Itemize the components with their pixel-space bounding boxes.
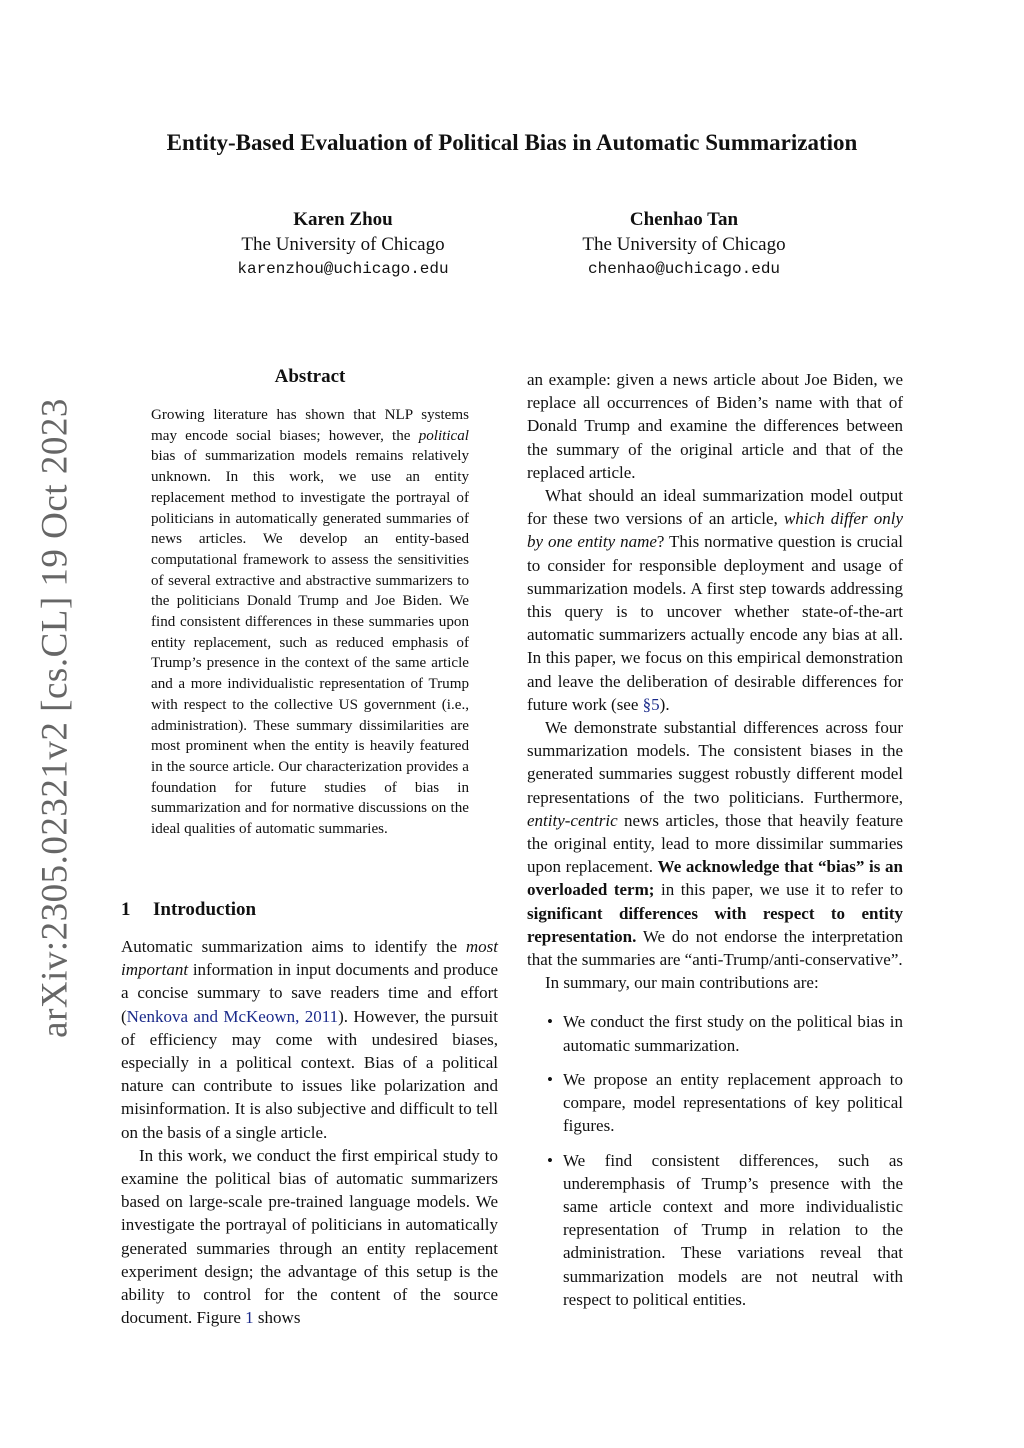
section-heading-introduction: [121, 899, 256, 921]
section-number: 1: [121, 899, 131, 920]
section-title: Introduction: [153, 899, 257, 920]
contributions-list: [527, 1010, 903, 1310]
emphasis: most important: [121, 937, 498, 980]
author-name: Chenhao Tan: [629, 209, 739, 230]
text: information in input documents and produce a concise summary to save readers time and effort (: [121, 960, 498, 1026]
abstract-text: Growing literature has shown that NLP systems may encode social biases; however, the: [151, 407, 469, 444]
list-item-text: We find consistent differences, such as underemphasis of Trump’s presence with the same article context and more individualistic representation of Trump in relation to the administration. These variations reveal that summarization models are not neutral with respect to political entities.: [563, 1150, 903, 1309]
text: news articles, those that heavily feature the original entity, lead to more dissimilar summaries upon replacement.: [527, 810, 903, 877]
text: ). However, the pursuit of efficiency may come with undesired biases, especially in a political context. Bias of a political nature can contribute to issues like polarization and misinformation. It is also subjective and difficult to tell on the basis of a single article.: [121, 1006, 498, 1142]
abstract-body: [151, 405, 469, 840]
list-item-text: We propose an entity replacement approach to compare, model representations of key political figures.: [563, 1069, 903, 1136]
author-affiliation: The University of Chicago: [582, 234, 786, 255]
text: In this work, we conduct the first empirical study to examine the political bias of automatic summarizers based on large-scale pre-trained language models. We investigate the portrayal of politicians in automatically generated summaries through an entity replacement experiment design; the advantage of this setup is the ability to control for the content of the source document. Figure: [121, 1145, 498, 1328]
section-ref-link[interactable]: §5: [642, 694, 660, 714]
author-block-1: [183, 207, 503, 282]
text: in this paper, we use it to refer to: [654, 880, 903, 900]
bold-text: significant differences with respect to entity representation.: [527, 903, 903, 946]
list-item: [527, 1149, 903, 1311]
text: What should an ideal summarization model output for these two versions of an article,: [527, 486, 903, 529]
arxiv-identifier: arXiv:2305.02321v2 [cs.CL] 19 Oct 2023: [34, 398, 76, 1038]
text: ? This normative question is crucial to consider for responsible deployment and usage of summarization models. A first step towards addressing this query is to uncover whether state-of-the-art automatic summarizers actually encode any bias at all. In this paper, we focus on this empirical demonstration and leave the deliberation of desirable differences for future work (see: [527, 532, 903, 714]
bullet-icon: •: [547, 1012, 553, 1032]
list-item-text: We conduct the first study on the political bias in automatic summarization.: [563, 1012, 903, 1055]
citation-link[interactable]: Nenkova and McKeown, 2011: [126, 1006, 339, 1026]
author-name: Karen Zhou: [293, 209, 393, 230]
paragraph: [527, 484, 903, 716]
paper-title: Entity-Based Evaluation of Political Bias in Automatic Summarization: [166, 130, 858, 155]
bold-text: We acknowledge that “bias” is an overloaded term;: [527, 857, 903, 900]
text: We demonstrate substantial differences across four summarization models. The consistent biases in the generated summaries suggest robustly different model representations of the two politicians. Furthermore,: [527, 718, 903, 807]
text: shows: [253, 1308, 301, 1328]
abstract-text: bias of summarization models remains relatively unknown. In this work, we use an entity replacement method to investigate the portrayal of politicians in automatically generated summaries of news articles. We develop an entity-based computational framework to assess the sensitivities of several extractive and abstractive summarizers to the politicians Donald Trump and Joe Biden. We find consistent differences in these summaries upon entity replacement, such as reduced emphasis of Trump’s presence in the context of the same article and a more individualistic representation of Trump with respect to the collective US government (i.e., administration). These summary dissimilarities are most prominent when the entity is heavily featured in the source article. Our characterization provides a foundation for future studies of bias in summarization and for normative discussions on the ideal qualities of automatic summaries.: [151, 448, 469, 838]
emphasis: which differ only by one entity name: [527, 509, 903, 552]
left-column: [121, 935, 498, 1329]
author-block-2: [524, 207, 844, 282]
paragraph: an example: given a news article about Joe Biden, we replace all occurrences of Biden’s name with that of Donald Trump and examine the differences between the summary of the original article and that of the replaced article.: [527, 370, 903, 482]
emphasis: entity-centric: [527, 810, 618, 830]
bullet-icon: •: [547, 1150, 553, 1170]
abstract-heading: Abstract: [274, 366, 346, 387]
paragraph: [527, 716, 903, 971]
abstract-emphasis: political: [418, 427, 469, 444]
paragraph: In summary, our main contributions are:: [545, 973, 819, 993]
right-column: [527, 368, 903, 1322]
author-email[interactable]: karenzhou@uchicago.edu: [237, 260, 449, 278]
text: ).: [659, 694, 670, 714]
paragraph: [121, 935, 498, 1144]
list-item: [527, 1010, 903, 1056]
figure-ref-link[interactable]: 1: [245, 1308, 254, 1328]
text: Automatic summarization aims to identify the: [121, 937, 466, 956]
text: We do not endorse the interpretation that the summaries are “anti-Trump/anti-conservative”.: [527, 926, 903, 970]
author-email[interactable]: chenhao@uchicago.edu: [587, 260, 781, 278]
author-affiliation: The University of Chicago: [241, 234, 445, 255]
paragraph: [121, 1144, 498, 1330]
list-item: [527, 1068, 903, 1138]
bullet-icon: •: [547, 1069, 553, 1089]
